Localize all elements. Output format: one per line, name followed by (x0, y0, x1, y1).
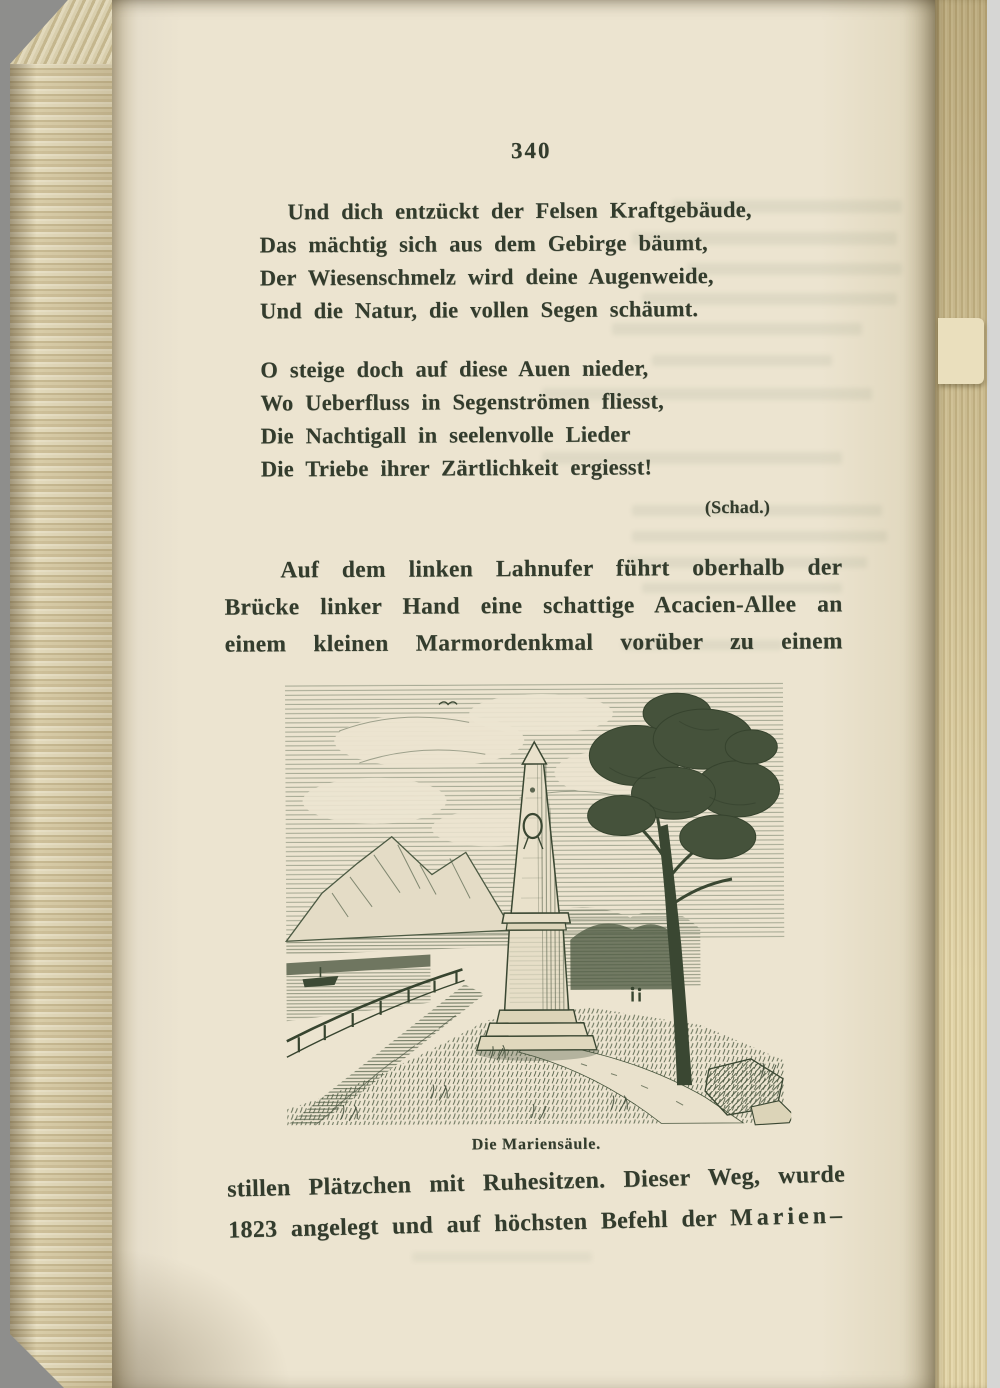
engraving-figure (225, 676, 845, 1155)
paragraph-line: Brücke linker Hand eine schattige Acacien-Allee an (224, 591, 843, 621)
printed-text-block (222, 136, 846, 1251)
poem-line: Die Triebe ihrer Zärtlichkeit ergiesst! (260, 454, 653, 482)
poem-line: Und die Natur, die vollen Segen schäumt. (259, 296, 699, 324)
page-number: 340 (510, 137, 552, 164)
poem-attribution: (Schad.) (704, 496, 771, 518)
right-edge-sliver (987, 0, 1000, 1388)
poem-stanza-1 (259, 192, 841, 327)
page-tab (938, 318, 984, 384)
poem-line: Und dich entzückt der Felsen Kraftgebäude, (287, 196, 752, 225)
right-fore-edge (935, 0, 987, 1388)
paragraph-line: einem kleinen Marmordenkmal vorüber zu einem (224, 628, 843, 658)
paragraph-1 (224, 549, 843, 663)
page-stack-corner (10, 0, 112, 64)
page-curl-shadow (112, 1248, 292, 1388)
mariensaeule-illustration (279, 677, 791, 1130)
poem-line: Der Wiesenschmelz wird deine Augenweide, (259, 263, 714, 291)
left-page-stack (10, 0, 112, 1388)
poem-line: Die Nachtigall in seelenvolle Lieder (260, 421, 631, 449)
spaced-word: Marien– (729, 1202, 847, 1232)
paragraph-text: 1823 angelegt und auf höchsten Befehl der (227, 1205, 731, 1244)
poem-line: Wo Ueberfluss in Segenströmen fliesst, (260, 388, 665, 416)
poem (259, 192, 842, 526)
poem-line: O steige doch auf diese Auen nieder, (260, 355, 649, 383)
paragraph-line: stillen Plätzchen mit Ruhesitzen. Dieser Weg, wurde (226, 1161, 846, 1203)
poem-stanza-2 (260, 350, 842, 485)
paragraph-line: Auf dem linken Lahnufer führt oberhalb der (280, 554, 843, 584)
poem-line: Das mächtig sich aus dem Gebirge bäumt, (259, 230, 708, 258)
paragraph-2 (227, 1155, 847, 1252)
book-page (112, 0, 935, 1388)
figure-caption: Die Mariensäule. (471, 1135, 602, 1154)
